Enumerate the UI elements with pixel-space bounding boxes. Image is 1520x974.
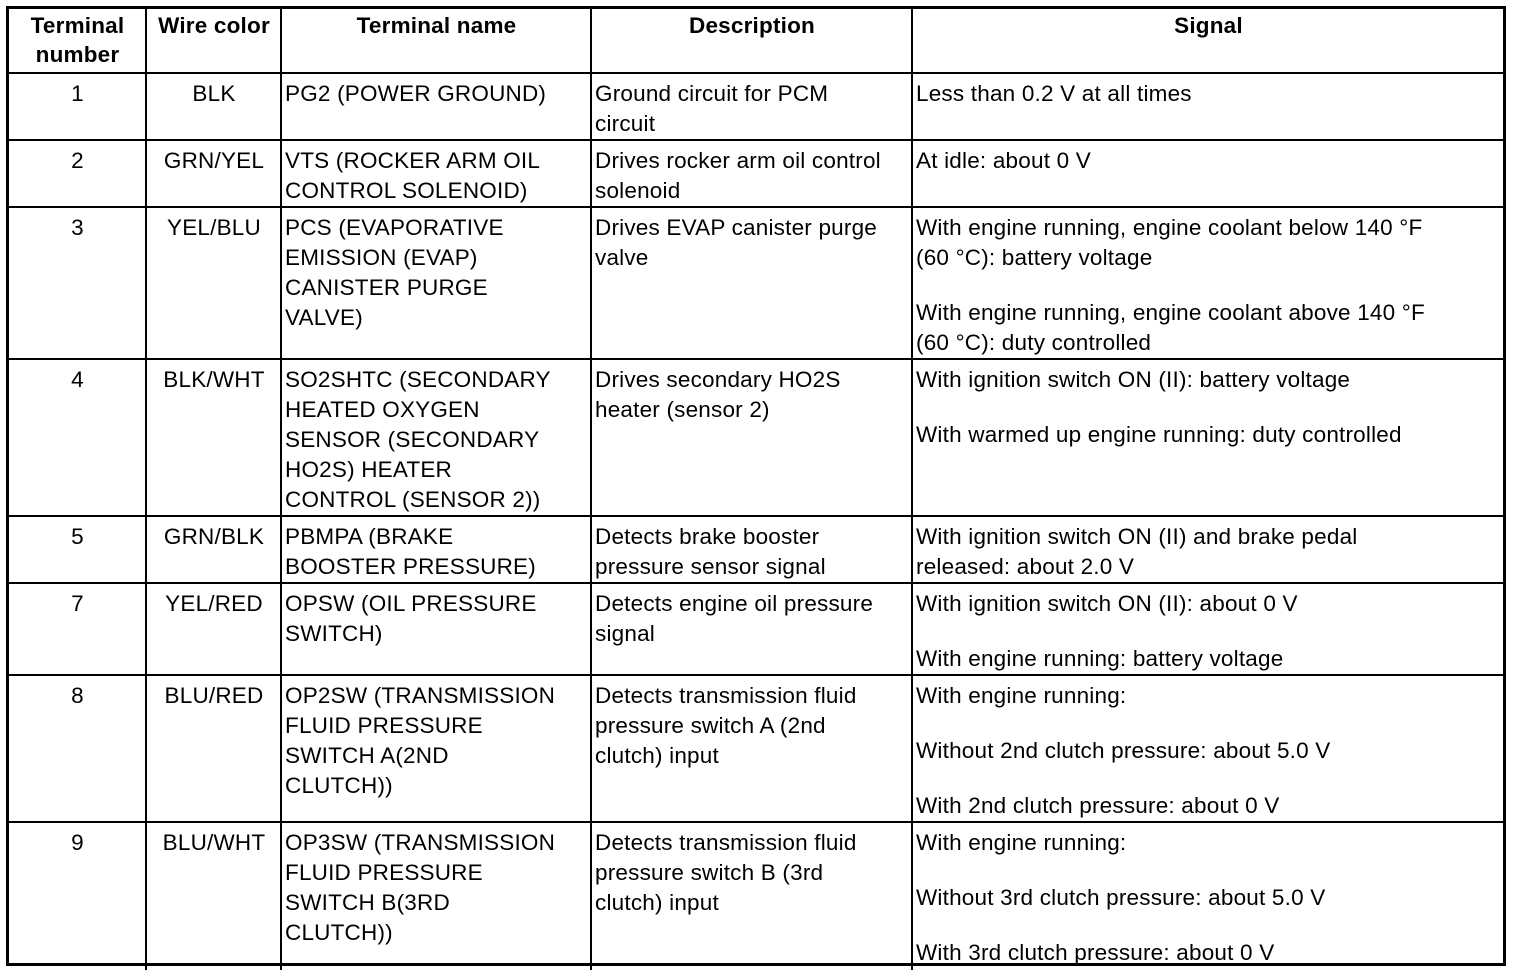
header-signal: Signal (912, 9, 1503, 73)
terminal-name-line: PBMPA (BRAKE (285, 524, 454, 549)
signal-cell (912, 359, 1503, 516)
terminal-name-cell (281, 822, 591, 970)
description-line: solenoid (595, 178, 681, 203)
table-row (9, 675, 1503, 822)
signal-paragraph (916, 681, 1501, 711)
terminal-name-line: CANISTER PURGE (285, 275, 488, 300)
signal-cell (912, 140, 1503, 207)
signal-paragraph (916, 298, 1501, 358)
terminal-name-cell (281, 359, 591, 516)
description-line: pressure switch A (2nd (595, 713, 826, 738)
description-cell (591, 675, 912, 822)
terminal-name-cell (281, 73, 591, 140)
description-line: valve (595, 245, 649, 270)
terminal-name-line: HEATED OXYGEN (285, 397, 480, 422)
terminal-name-line: SO2SHTC (SECONDARY (285, 367, 551, 392)
terminal-name-line: SWITCH) (285, 621, 383, 646)
signal-paragraph (916, 736, 1501, 766)
signal-paragraph (916, 791, 1501, 821)
wire-color-cell: BLU/RED (146, 675, 281, 822)
terminal-table (9, 9, 1503, 970)
signal-paragraph (916, 828, 1501, 858)
signal-paragraph (916, 589, 1501, 619)
wire-color-cell: GRN/BLK (146, 516, 281, 583)
description-line: clutch) input (595, 743, 719, 768)
signal-line: With 2nd clutch pressure: about 0 V (916, 793, 1280, 818)
signal-line: With engine running, engine coolant below 140 °F (916, 215, 1423, 240)
description-line: heater (sensor 2) (595, 397, 770, 422)
description-cell (591, 140, 912, 207)
wire-color-cell: YEL/BLU (146, 207, 281, 359)
terminal-table-frame (6, 6, 1506, 966)
description-line: pressure sensor signal (595, 554, 826, 579)
description-line: Ground circuit for PCM (595, 81, 829, 106)
terminal-name-cell (281, 583, 591, 675)
terminal-name-line: VALVE) (285, 305, 363, 330)
terminal-name-line: PCS (EVAPORATIVE (285, 215, 504, 240)
table-row (9, 359, 1503, 516)
description-cell (591, 516, 912, 583)
terminal-name-line: CLUTCH)) (285, 920, 393, 945)
terminal-name-line: CONTROL (SENSOR 2)) (285, 487, 541, 512)
terminal-name-cell (281, 207, 591, 359)
table-row (9, 583, 1503, 675)
description-line: Detects brake booster (595, 524, 820, 549)
description-cell (591, 359, 912, 516)
header-terminal-name: Terminal name (281, 9, 591, 73)
signal-paragraph (916, 938, 1501, 968)
signal-line: With ignition switch ON (II): about 0 V (916, 591, 1298, 616)
table-row (9, 140, 1503, 207)
signal-line: Less than 0.2 V at all times (916, 81, 1192, 106)
header-description: Description (591, 9, 912, 73)
terminal-name-line: FLUID PRESSURE (285, 713, 483, 738)
signal-paragraph (916, 522, 1501, 582)
terminal-name-cell (281, 140, 591, 207)
table-row (9, 207, 1503, 359)
description-line: Detects engine oil pressure (595, 591, 874, 616)
header-row (9, 9, 1503, 73)
terminal-name-line: VTS (ROCKER ARM OIL (285, 148, 541, 173)
terminal-name-line: OP2SW (TRANSMISSION (285, 683, 556, 708)
signal-line: With engine running, engine coolant above 140 °F (916, 300, 1425, 325)
terminal-number-cell: 9 (9, 822, 146, 970)
signal-line: With ignition switch ON (II) and brake pedal (916, 524, 1358, 549)
signal-line: (60 °C): battery voltage (916, 245, 1153, 270)
signal-line: Without 3rd clutch pressure: about 5.0 V (916, 885, 1326, 910)
signal-cell (912, 822, 1503, 970)
signal-cell (912, 516, 1503, 583)
terminal-name-line: CLUTCH)) (285, 773, 393, 798)
description-line: signal (595, 621, 655, 646)
signal-cell (912, 583, 1503, 675)
table-row (9, 516, 1503, 583)
signal-line: With warmed up engine running: duty controlled (916, 422, 1402, 447)
terminal-name-line: SWITCH B(3RD (285, 890, 450, 915)
terminal-number-cell: 3 (9, 207, 146, 359)
header-terminal-number-line2: number (35, 42, 120, 67)
description-line: Drives secondary HO2S (595, 367, 841, 392)
signal-cell (912, 73, 1503, 140)
description-cell (591, 73, 912, 140)
signal-paragraph (916, 644, 1501, 674)
terminal-name-cell (281, 516, 591, 583)
description-line: pressure switch B (3rd (595, 860, 824, 885)
signal-line: With 3rd clutch pressure: about 0 V (916, 940, 1275, 965)
table-row (9, 73, 1503, 140)
terminal-number-cell: 2 (9, 140, 146, 207)
description-cell (591, 583, 912, 675)
signal-line: With engine running: (916, 830, 1127, 855)
terminal-name-line: SENSOR (SECONDARY (285, 427, 540, 452)
signal-paragraph (916, 420, 1501, 450)
signal-line: At idle: about 0 V (916, 148, 1091, 173)
terminal-name-line: SWITCH A(2ND (285, 743, 449, 768)
signal-line: Without 2nd clutch pressure: about 5.0 V (916, 738, 1331, 763)
description-line: Detects transmission fluid (595, 830, 857, 855)
signal-paragraph (916, 365, 1501, 395)
description-line: clutch) input (595, 890, 719, 915)
wire-color-cell: BLU/WHT (146, 822, 281, 970)
terminal-name-line: PG2 (POWER GROUND) (285, 81, 547, 106)
terminal-name-cell (281, 675, 591, 822)
description-line: Drives rocker arm oil control (595, 148, 881, 173)
terminal-number-cell: 7 (9, 583, 146, 675)
terminal-name-line: HO2S) HEATER (285, 457, 453, 482)
terminal-number-cell: 1 (9, 73, 146, 140)
description-cell (591, 207, 912, 359)
terminal-number-cell: 4 (9, 359, 146, 516)
header-terminal-number-line1: Terminal (30, 13, 125, 38)
signal-cell (912, 207, 1503, 359)
wire-color-cell: YEL/RED (146, 583, 281, 675)
terminal-name-line: BOOSTER PRESSURE) (285, 554, 536, 579)
terminal-number-cell: 5 (9, 516, 146, 583)
terminal-name-line: CONTROL SOLENOID) (285, 178, 528, 203)
terminal-name-line: EMISSION (EVAP) (285, 245, 478, 270)
signal-paragraph (916, 213, 1501, 273)
terminal-name-line: OPSW (OIL PRESSURE (285, 591, 537, 616)
terminal-number-cell: 8 (9, 675, 146, 822)
signal-line: With engine running: battery voltage (916, 646, 1284, 671)
description-line: Drives EVAP canister purge (595, 215, 877, 240)
description-cell (591, 822, 912, 970)
terminal-name-line: FLUID PRESSURE (285, 860, 483, 885)
description-line: Detects transmission fluid (595, 683, 857, 708)
signal-line: With ignition switch ON (II): battery voltage (916, 367, 1351, 392)
wire-color-cell: BLK/WHT (146, 359, 281, 516)
signal-paragraph (916, 146, 1501, 176)
signal-paragraph (916, 79, 1501, 109)
signal-paragraph (916, 883, 1501, 913)
table-row (9, 822, 1503, 970)
wire-color-cell: GRN/YEL (146, 140, 281, 207)
signal-line: With engine running: (916, 683, 1127, 708)
description-line: circuit (595, 111, 656, 136)
signal-line: (60 °C): duty controlled (916, 330, 1152, 355)
wire-color-cell: BLK (146, 73, 281, 140)
terminal-name-line: OP3SW (TRANSMISSION (285, 830, 556, 855)
header-wire-color: Wire color (146, 9, 281, 73)
header-terminal-number (9, 9, 146, 73)
signal-cell (912, 675, 1503, 822)
signal-line: released: about 2.0 V (916, 554, 1135, 579)
table-body (9, 73, 1503, 970)
